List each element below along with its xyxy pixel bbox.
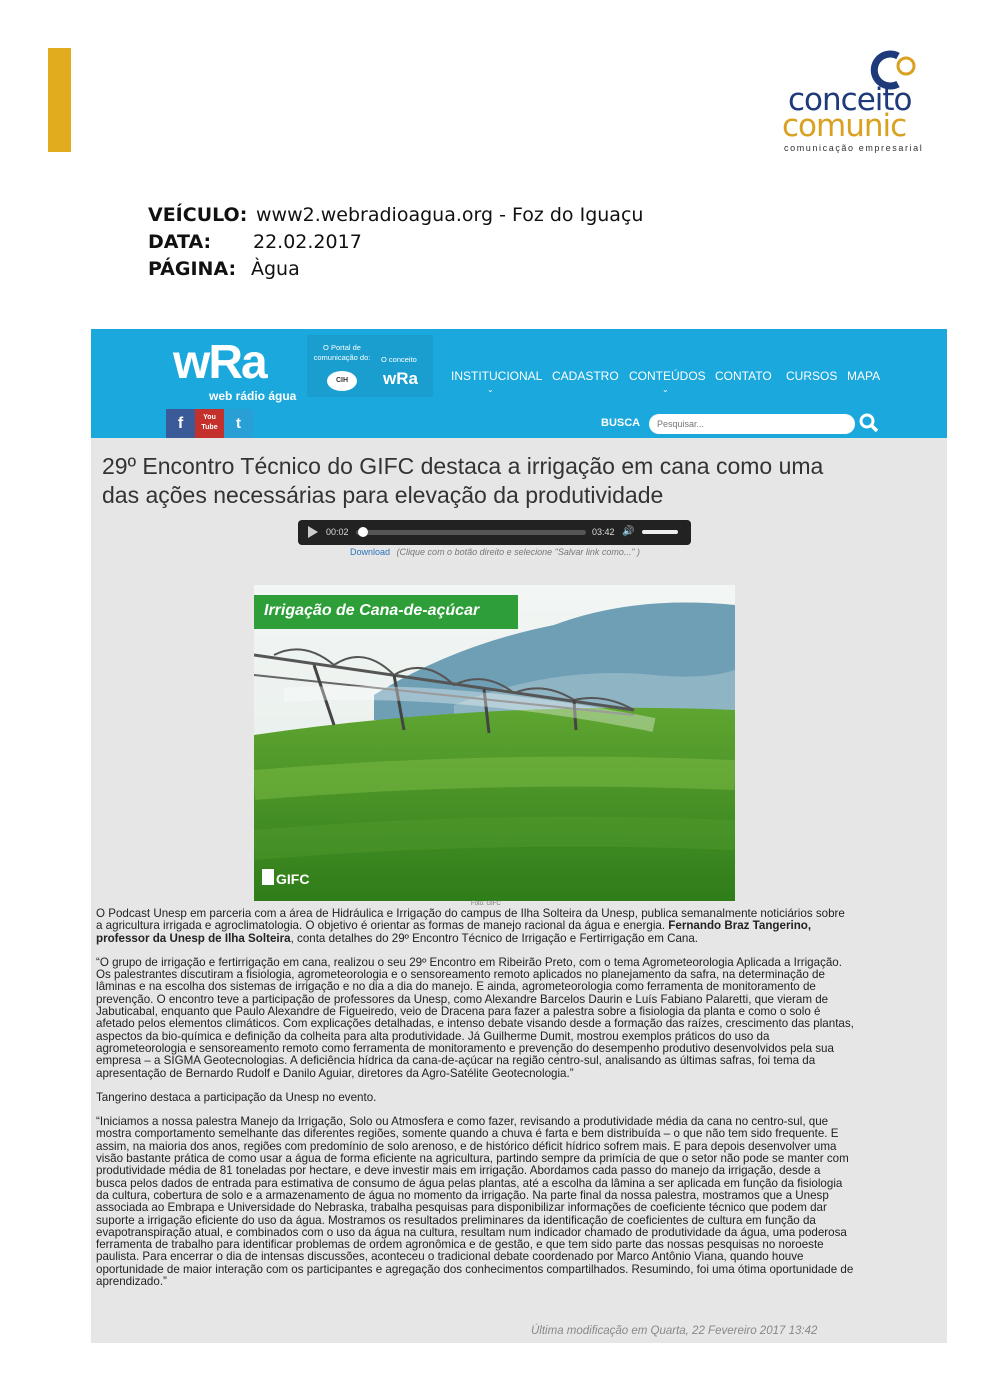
chevron-down-icon: ⌄ bbox=[487, 385, 494, 394]
meta-row-data bbox=[148, 231, 362, 258]
meta-key: DATA: bbox=[148, 231, 212, 253]
nav-institucional[interactable]: INSTITUCIONAL bbox=[451, 369, 543, 383]
logo-tagline: comunicação empresarial bbox=[784, 143, 924, 153]
meta-value: www2.webradioagua.org - Foz do Iguaçu bbox=[256, 204, 644, 226]
website-screenshot bbox=[91, 329, 947, 1343]
article-body bbox=[96, 908, 854, 1300]
download-hint: (Clique com o botão direito e selecione "Salvar link como..." ) bbox=[396, 547, 641, 557]
nav-cursos[interactable]: CURSOS bbox=[786, 369, 838, 383]
meta-value: Àgua bbox=[251, 258, 300, 280]
clipping-meta bbox=[148, 204, 644, 285]
image-credit: Foto: GIFC bbox=[471, 901, 501, 907]
image-caption-banner bbox=[254, 595, 518, 629]
cih-logo: CIH bbox=[327, 371, 357, 391]
accent-bar bbox=[48, 48, 71, 152]
logo-line1: conceito bbox=[788, 82, 912, 118]
logo-line2: comunic bbox=[782, 108, 907, 144]
wra-logo-main: wRa bbox=[173, 336, 266, 389]
volume-slider[interactable] bbox=[642, 530, 678, 534]
nav-contato[interactable]: CONTATO bbox=[715, 369, 772, 383]
meta-row-veiculo bbox=[148, 204, 644, 231]
paragraph: Tangerino destaca a participação da Unesp no evento. bbox=[96, 1090, 377, 1104]
wra-logo[interactable] bbox=[173, 335, 303, 405]
download-link[interactable]: Download bbox=[350, 547, 391, 557]
twitter-icon[interactable]: t bbox=[224, 409, 253, 438]
gifc-logo-mark bbox=[262, 869, 274, 885]
paragraph-text: O Podcast Unesp em parceria com a área de Hidráulica e Irrigação do campus de Ilha Solteira da Unesp, publica semanalmente noticiários sobre a agricultura irrigada e agroclimatologia. O objetivo é orientar as formas de manejo racional da água e energia. bbox=[96, 907, 845, 933]
search-input[interactable] bbox=[649, 414, 855, 434]
facebook-icon[interactable]: f bbox=[166, 409, 195, 438]
wra-small-logo: wRa bbox=[383, 369, 418, 388]
youtube-icon[interactable]: You Tube bbox=[195, 409, 224, 438]
article-image bbox=[254, 585, 735, 901]
nav-conteudos[interactable]: CONTEÚDOS bbox=[629, 369, 706, 383]
portal-banner[interactable] bbox=[307, 335, 433, 397]
chevron-down-icon: ⌄ bbox=[662, 385, 669, 394]
gifc-logo: GIFC bbox=[276, 871, 310, 887]
meta-key: PÁGINA: bbox=[148, 258, 237, 280]
paragraph: “Iniciamos a nossa palestra Manejo da Irrigação, Solo ou Atmosfera e como fazer, revisando a produtividade média da cana no centro-sul, que mostra comportamento semelhante das diferentes regiões, somente quando a chuva é farta e bem distribuída – o que não tem sido frequente. E assim, na maioria dos anos, regiões com predomínio de solo arenoso, e de histórico déficit hídrico sofrem mais. E para depois desenvolver uma visão bastante prática de como usar a água de forma eficiente na agricultura, partindo sempre da primícia de que o setor não pode se manter com produtividade média de 81 toneladas por hectare, e deve investir mais em irrigação. Abordamos cada passo do manejo da irrigação, desde a busca pelos dados de entrada para estimativa de consumo de água pelas plantas, até a escolha da lâmina a ser aplicada em função da fisiologia da cultura, cobertura de solo e a armazenamento de água no momento da irrigação. Na parte final da nossa palestra, mostramos que a Unesp associada ao Embrapa e Universidade do Nebraska, trabalha pesquisas para disponibilizar informações de coeficiente técnico que podem dar suporte a irrigação eficiente do uso da água. Mostramos os resultados preliminares da identificação de coeficientes de cultura em função da evapotranspiração atual, e combinados com o uso da água na cultura, resultam num indicador chamado de produtividade da água, uma poderosa ferramenta de trabalho para identificar problemas de ordem agronômica e de gestão, e que tem sido parte das nossas pesquisas no noroeste paulista. Para encerrar o dia de intensas discussões, aconteceu o tradicional debate coordenado por Marco Antônio Viana, quando houve oportunidade de maior interação com os participantes e agregação dos conhecimentos compartilhados. Resumindo, foi uma ótima oportunidade de aprendizado.” bbox=[96, 1115, 854, 1289]
paragraph-bold: Fernando Braz Tangerino, professor da Unesp de Ilha Solteira bbox=[96, 919, 812, 945]
irrigation-photo bbox=[254, 585, 735, 901]
portal-text: O Portal de comunicação do: bbox=[313, 343, 371, 362]
search-icon[interactable] bbox=[859, 413, 879, 433]
play-icon[interactable] bbox=[308, 526, 318, 538]
download-row bbox=[350, 547, 640, 557]
conceito-comunic-logo bbox=[780, 44, 950, 156]
volume-icon[interactable]: 🔊 bbox=[622, 526, 635, 537]
paragraph bbox=[96, 908, 854, 945]
player-progress-knob[interactable] bbox=[358, 527, 368, 537]
audio-player bbox=[298, 520, 691, 545]
search-label: BUSCA bbox=[601, 417, 641, 429]
image-caption: Irrigação de Cana-de-açúcar bbox=[264, 602, 480, 619]
last-modified: Última modificação em Quarta, 22 Fevereiro 2017 13:42 bbox=[531, 1325, 818, 1337]
paragraph-text: , conta detalhes do 29º Encontro Técnico de Irrigação e Fertirrigação em Cana. bbox=[290, 931, 699, 945]
nav-cadastro[interactable]: CADASTRO bbox=[552, 369, 619, 383]
meta-key: VEÍCULO: bbox=[148, 204, 248, 226]
article-title: 29º Encontro Técnico do GIFC destaca a irrigação em cana como uma das ações necessárias para elevação da produtividade bbox=[102, 453, 824, 508]
meta-row-pagina bbox=[148, 258, 300, 285]
portal-concept-text: O conceito bbox=[381, 355, 417, 364]
site-header bbox=[91, 329, 947, 438]
nav-mapa[interactable]: MAPA bbox=[847, 369, 881, 383]
player-duration: 03:42 bbox=[592, 527, 615, 537]
paragraph: “O grupo de irrigação e fertirrigação em cana, realizou o seu 29º Encontro em Ribeirão Preto, com o tema Agrometeorologia Aplicada a Irrigação. Os palestrantes discutiram a fisiologia, agrometeorologia e o sensoreamento remoto aplicados no planejamento da safra, na determinação de lâminas e na escolha dos sistemas de irrigação e no dia a dia do manejo. E ainda, agrometeorologia como ferramenta de monitoramento de prevenção. O encontro teve a participação de professores da Unesp, como Alexandre Barcelos Daurin e Luís Fabiano Palaretti, que vieram de Jabuticabal, enquanto que Paulo Alexandre de Figueiredo, veio de Dracena para fazer a palestra sobre a fisiologia da planta e como o solo é afetado pelos elementos climáticos. Com explicações detalhadas, e intenso debate visando desde a formação das raízes, crescimento das plantas, aspectos da bio-química e definição da colheita para alta produtividade. Já Guilherme Dumit, mostrou exemplos práticos do uso da agrometeorologia e sensoreamento remoto como ferramenta de monitoramento e prevenção do desempenho produtivo desenvolvidos pela sua empresa – a SIGMA Geotecnologias. A deficiência hídrica da cana-de-açúcar na região centro-sul, analisando as últimas safras, foi tema da apresentação de Bernardo Rudolf e Danilo Aguiar, diretores da Agro-Satélite Geotecnologia.” bbox=[96, 955, 854, 1080]
player-progress-track[interactable] bbox=[356, 530, 586, 535]
wra-logo-sub: web rádio água bbox=[209, 389, 297, 403]
player-current-time: 00:02 bbox=[326, 527, 349, 537]
meta-value: 22.02.2017 bbox=[253, 231, 362, 253]
